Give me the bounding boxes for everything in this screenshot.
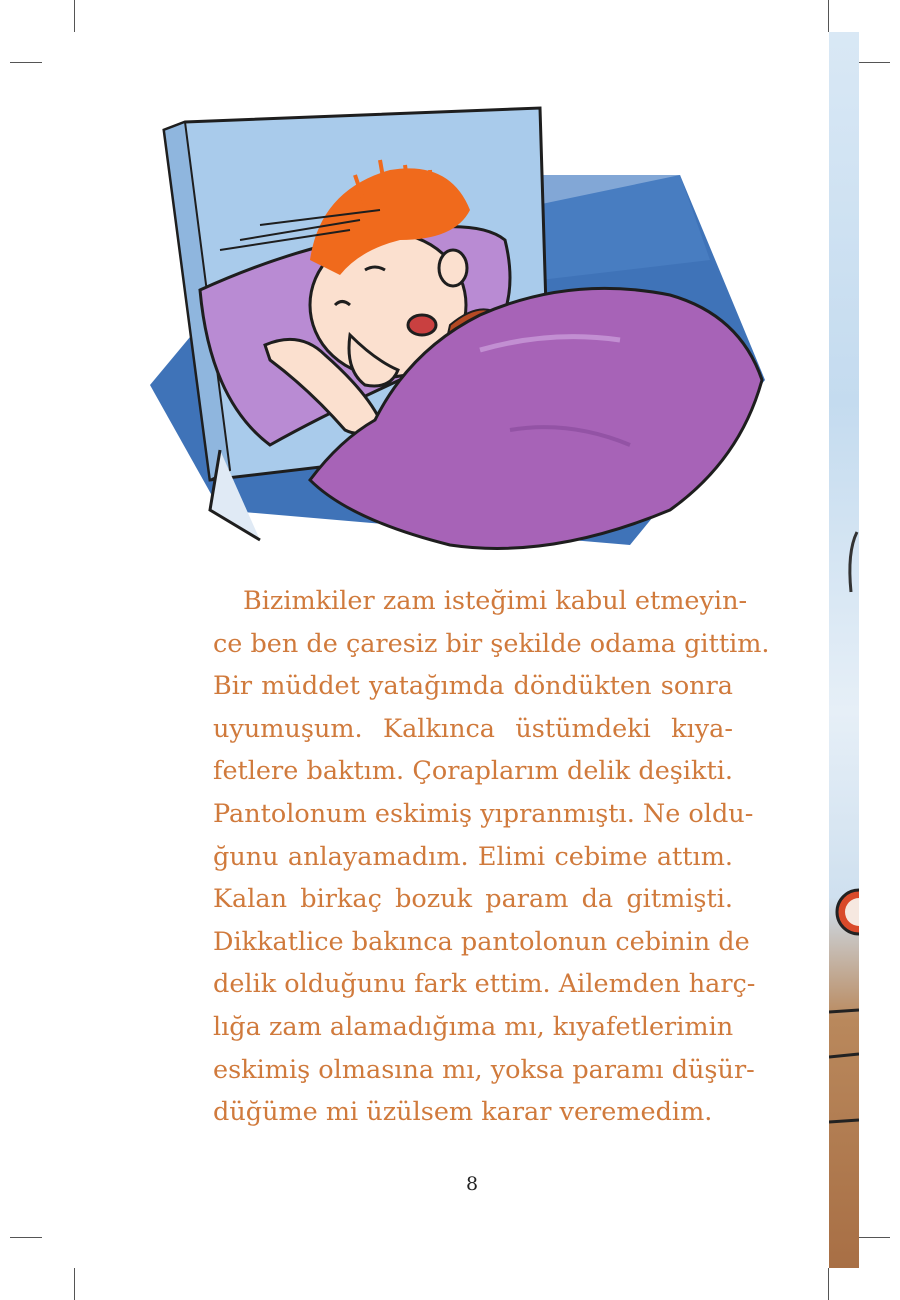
crop-mark-bottom-left <box>74 1268 75 1300</box>
story-line: Bizimkiler zam isteğimi kabul etmeyin- <box>243 586 748 616</box>
crop-mark-left-bottom <box>10 1237 42 1238</box>
crop-mark-top-right <box>828 0 829 32</box>
crop-mark-top-left <box>74 0 75 32</box>
crop-mark-left-top <box>10 62 42 63</box>
story-line: Pantolonum eskimiş yıpranmıştı. Ne oldu- <box>213 798 754 829</box>
story-line: eskimiş olmasına mı, yoksa paramı düşür- <box>213 1054 755 1085</box>
story-line: ce ben de çaresiz bir şekilde odama gittim. <box>213 628 770 659</box>
crop-mark-right-top <box>858 62 890 63</box>
crop-mark-right-bottom <box>858 1237 890 1238</box>
page-number: 8 <box>465 1173 479 1195</box>
story-line: ğunu anlayamadım. Elimi cebime attım. <box>213 841 733 872</box>
boy-sleeping-in-bed-illustration <box>150 100 770 565</box>
story-line: Bir müddet yatağımda döndükten sonra <box>213 671 733 702</box>
story-line: düğüme mi üzülsem karar veremedim. <box>213 1097 713 1128</box>
story-text <box>213 580 770 1134</box>
story-line: Dikkatlice bakınca pantolonun cebinin de <box>213 926 750 957</box>
story-line: Kalan birkaç bozuk param da gitmişti. <box>213 884 733 915</box>
next-page-edge <box>829 32 859 1268</box>
crop-mark-bottom-right <box>828 1268 829 1300</box>
story-line: uyumuşum. Kalkınca üstümdeki kıya- <box>213 713 733 744</box>
story-line: lığa zam alamadığıma mı, kıyafetlerimin <box>213 1011 734 1042</box>
story-line: fetlere baktım. Çoraplarım delik deşikti. <box>213 756 733 787</box>
story-line: delik olduğunu fark ettim. Ailemden harç- <box>213 969 756 1000</box>
